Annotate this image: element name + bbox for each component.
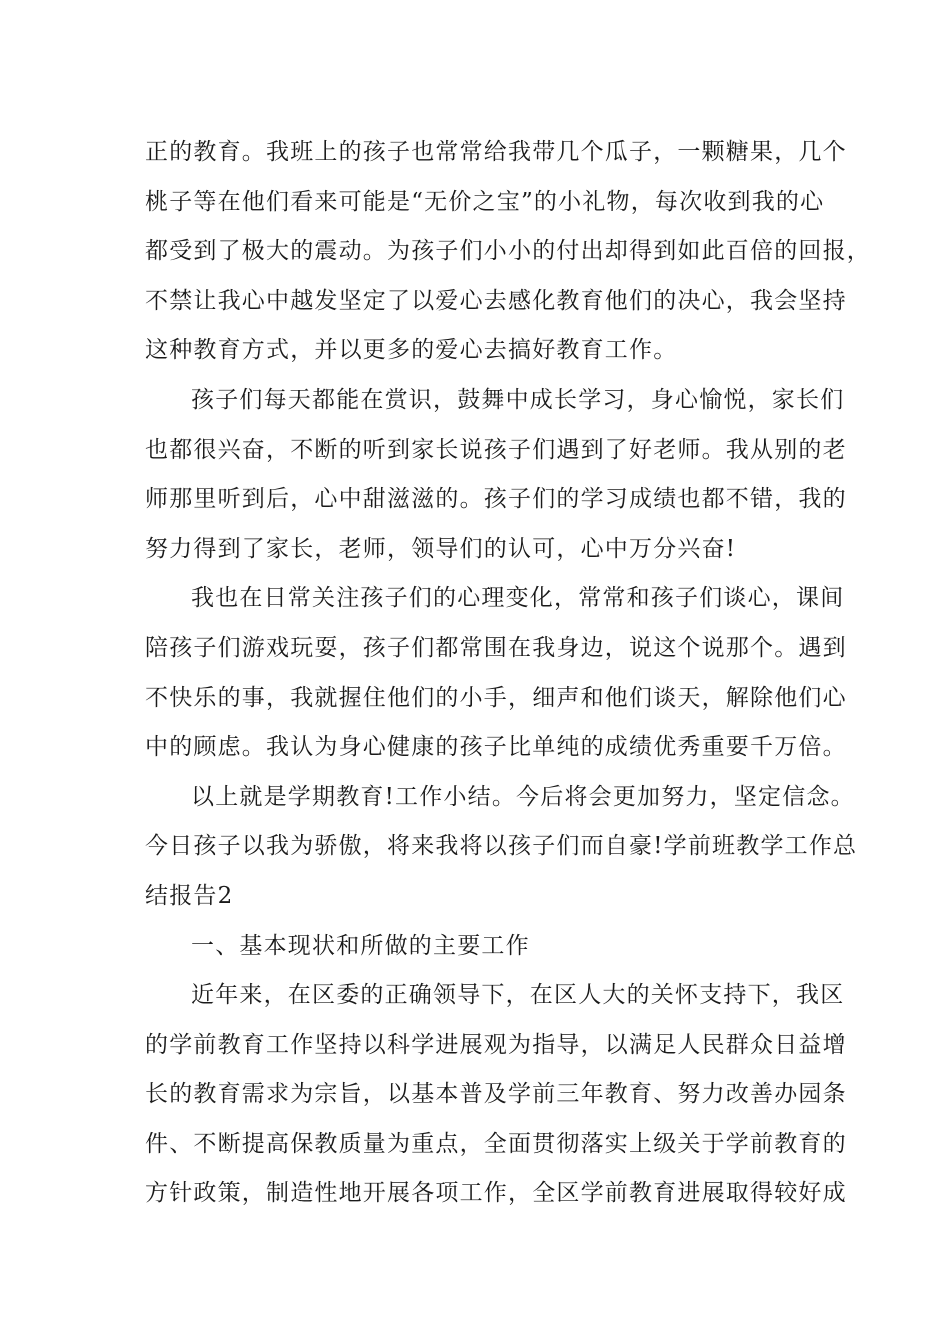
text-line: 桃子等在他们看来可能是“无价之宝”的小礼物，每次收到我的心 <box>145 188 825 215</box>
text-line: 都受到了极大的震动。为孩子们小小的付出却得到如此百倍的回报， <box>145 238 871 265</box>
text-line: 努力得到了家长，老师，领导们的认可，心中万分兴奋! <box>145 535 737 562</box>
text-line: 结报告2 <box>145 882 234 909</box>
text-line: 陪孩子们游戏玩耍，孩子们都常围在我身边，说这个说那个。遇到 <box>145 634 847 661</box>
text-line: 孩子们每天都能在赏识，鼓舞中成长学习，身心愉悦，家长们 <box>191 386 845 413</box>
text-line: 不快乐的事，我就握住他们的小手，细声和他们谈天，解除他们心 <box>145 684 847 711</box>
text-line: 长的教育需求为宗旨，以基本普及学前三年教育、努力改善办园条 <box>145 1081 847 1108</box>
text-line: 近年来，在区委的正确领导下，在区人大的关怀支持下，我区 <box>191 982 845 1009</box>
document-body <box>145 128 871 1219</box>
text-line: 的学前教育工作坚持以科学进展观为指导，以满足人民群众日益增 <box>145 1031 847 1058</box>
text-line: 以上就是学期教育!工作小结。今后将会更加努力，坚定信念。 <box>191 783 855 810</box>
text-line: 方针政策，制造性地开展各项工作，全区学前教育进展取得较好成 <box>145 1180 847 1207</box>
text-line: 这种教育方式，并以更多的爱心去搞好教育工作。 <box>145 337 678 364</box>
text-line: 今日孩子以我为骄傲，将来我将以孩子们而自豪!学前班教学工作总 <box>145 833 858 860</box>
text-line: 正的教育。我班上的孩子也常常给我带几个瓜子，一颗糖果，几个 <box>145 139 847 165</box>
text-line: 件、不断提高保教质量为重点，全面贯彻落实上级关于学前教育的 <box>145 1130 847 1157</box>
text-line: 不禁让我心中越发坚定了以爱心去感化教育他们的决心，我会坚持 <box>145 287 847 314</box>
section-heading: 一、基本现状和所做的主要工作 <box>191 932 530 959</box>
text-line: 也都很兴奋，不断的听到家长说孩子们遇到了好老师。我从别的老 <box>145 436 847 463</box>
text-line: 师那里听到后，心中甜滋滋的。孩子们的学习成绩也都不错，我的 <box>145 486 847 513</box>
text-line: 中的顾虑。我认为身心健康的孩子比单纯的成绩优秀重要千万倍。 <box>145 734 847 761</box>
text-line: 我也在日常关注孩子们的心理变化，常常和孩子们谈心，课间 <box>191 585 845 612</box>
